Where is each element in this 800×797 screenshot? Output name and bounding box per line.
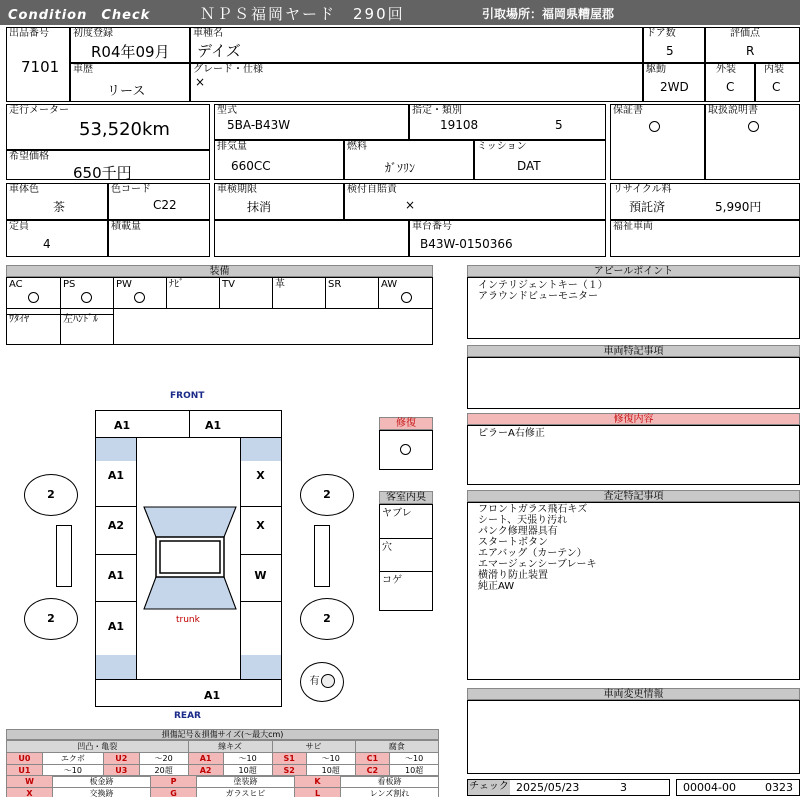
spare-tyre: 有: [300, 662, 344, 702]
footer-code: [676, 779, 800, 796]
price-cell: 希望価格 650千円: [6, 150, 210, 180]
drive: 2WD: [660, 80, 689, 94]
lot-no: 7101: [21, 58, 60, 76]
manual-cell: 取扱説明書: [705, 104, 800, 180]
drive-cell: 駆動 2WD: [643, 63, 705, 102]
inspection-note-1: フロントガラス飛石キズ: [478, 504, 588, 515]
designation-cell: 指定・類別 19108 5: [409, 104, 606, 140]
equip-label-aw: AW: [381, 279, 398, 290]
tyre-front-right: 2: [300, 474, 354, 516]
repair-details-title: 修復内容: [467, 413, 800, 425]
inspection-notes-title: 査定特記事項: [467, 490, 800, 502]
capacity-cell: 定員 4: [6, 220, 108, 257]
chassis: B43W-0150366: [420, 237, 513, 251]
equipment-title: 装備: [6, 265, 433, 277]
tyre-rear-left: 2: [24, 598, 78, 640]
repair-mark: [400, 444, 411, 455]
blank-cell: [214, 220, 409, 257]
liability-cell: 検付自賠責 ×: [344, 183, 606, 220]
recycle-status: 預託済: [629, 200, 666, 214]
check-label: チェック: [468, 780, 510, 795]
footer-check: [467, 779, 670, 796]
cabin-burn: コゲ: [382, 575, 402, 586]
recycle-amount: 5,990円: [715, 200, 762, 214]
color: 茶: [53, 200, 66, 214]
inspection-note-6: エマージェンシーブレーキ: [478, 559, 597, 570]
first-reg: R04年09月: [91, 43, 170, 61]
liability: ×: [405, 198, 416, 212]
legend-group-rust: サビ: [272, 741, 355, 753]
damage-bottom: A1: [204, 689, 221, 702]
inspection-notes-box: [467, 502, 800, 680]
legend-title: 損傷記号＆損傷サイズ(〜最大cm): [6, 729, 439, 740]
tyre-rear-right: 2: [300, 598, 354, 640]
damage-right-3: W: [254, 569, 267, 582]
cabin-hole: 穴: [382, 542, 392, 553]
mission-cell: ミッション DAT: [474, 140, 606, 180]
inspection-cell: 車検期限 抹消: [214, 183, 344, 220]
equip-label-ps: PS: [63, 279, 76, 290]
repair-details-line-1: ピラーA右修正: [478, 428, 545, 439]
cabin-title: 客室内臭: [379, 491, 433, 504]
change-info-box: [467, 700, 800, 774]
damage-top-left: A1: [114, 419, 131, 432]
legend-table: 凹凸・亀裂 線キズ サビ 腐食 U0 エクボ U2 〜20 A1 〜10 S1 〜10 C1 〜10 U1 〜10 U3 20超 A2 10超 S2 10超 C2 10超: [6, 740, 439, 777]
lot-no-cell: 出品番号 7101: [6, 27, 70, 102]
legend-table-2: W 板金跡 P 塗装跡 K 看板跡 X 交換跡 G ガラスヒビ L レンズ割れ: [6, 775, 439, 797]
doors: 5: [666, 44, 674, 58]
equip-mark-ps: [81, 292, 92, 303]
equip-label-tv: TV: [222, 279, 235, 290]
price: 650千円: [73, 164, 132, 182]
damage-left-2: A2: [107, 519, 125, 532]
inspection-note-2: シート、天張り汚れ: [478, 515, 568, 526]
displacement: 660CC: [231, 159, 271, 173]
type-cell: 型式 5BA-B43W: [214, 104, 409, 140]
color-code-cell: 色コード C22: [108, 183, 210, 220]
mission: DAT: [517, 159, 541, 173]
damage-right-2: X: [256, 519, 265, 532]
code-2: 0323: [765, 781, 793, 794]
special-notes-box: [467, 357, 800, 409]
type: 5BA-B43W: [227, 118, 291, 132]
pickup-location: 引取場所：福岡県糟屋郡: [482, 7, 615, 21]
damage-left-4: A1: [107, 620, 125, 633]
inspection-note-5: エアバッグ（カーテン）: [478, 548, 587, 559]
model-name: デイズ: [197, 42, 241, 60]
warranty-mark: [649, 121, 660, 132]
change-info-title: 車両変更情報: [467, 688, 800, 700]
exterior: C: [726, 80, 735, 94]
code-1: 00004-00: [683, 781, 736, 794]
displacement-cell: 排気量 660CC: [214, 140, 344, 180]
load-cell: 積載量: [108, 220, 210, 257]
repair-box: [379, 430, 433, 470]
color-code: C22: [153, 198, 177, 212]
welfare-cell: 福祉車両: [610, 220, 800, 257]
designation: 19108: [440, 118, 479, 132]
equip-extra-wiper: ﾜﾀｲﾔ: [9, 314, 29, 325]
equip-mark-ac: [28, 292, 39, 303]
sheet-title: Condition Check: [8, 8, 151, 23]
damage-left-3: A1: [107, 569, 125, 582]
chassis-cell: 車台番号 B43W-0150366: [409, 220, 606, 257]
equip-label-navi: ﾅﾋﾞ: [169, 279, 184, 290]
inspection-note-8: 純正AW: [478, 581, 515, 592]
exterior-cell: 外装 C: [705, 63, 755, 102]
equip-label-sr: SR: [328, 279, 342, 290]
appeal-line-2: アラウンドビューモニター: [478, 291, 598, 302]
front-label: FRONT: [170, 391, 205, 401]
warranty-cell: 保証書: [610, 104, 705, 180]
capacity: 4: [43, 237, 51, 251]
damage-top-right: A1: [205, 419, 222, 432]
inspection: 抹消: [247, 200, 272, 214]
equip-label-leather: 革: [275, 279, 285, 290]
fuel: ｶﾞｿﾘﾝ: [385, 161, 416, 175]
grade-cell: グレード・仕様 ×: [190, 63, 643, 102]
color-cell: 車体色 茶: [6, 183, 108, 220]
grade: ×: [195, 75, 206, 89]
legend-group-dent: 凹凸・亀裂: [7, 741, 189, 753]
equipment-grid: [6, 277, 433, 345]
mileage: 53,520km: [79, 119, 170, 140]
score: R: [746, 44, 755, 58]
special-notes-title: 車両特記事項: [467, 345, 800, 357]
model-cell: 車種名 デイズ: [190, 27, 643, 63]
appeal-box: [467, 277, 800, 339]
equip-label-ac: AC: [9, 279, 23, 290]
equip-mark-aw: [401, 292, 412, 303]
fuel-cell: 燃料 ｶﾞｿﾘﾝ: [344, 140, 474, 180]
repair-title: 修復: [379, 417, 433, 430]
mirror-left: [56, 525, 72, 587]
doors-cell: ドア数 5: [643, 27, 705, 63]
cabin-tear: ヤブレ: [382, 508, 412, 519]
manual-mark: [748, 121, 759, 132]
category: 5: [555, 118, 563, 132]
history: リース: [107, 84, 146, 99]
cabin-box: [379, 504, 433, 611]
mirror-right: [314, 525, 330, 587]
first-reg-cell: 初度登録 R04年09月: [70, 27, 190, 63]
damage-left-1: A1: [107, 469, 125, 482]
inspection-note-7: 横滑り防止装置: [478, 570, 548, 581]
interior: C: [772, 80, 781, 94]
mileage-cell: 走行メーター 53,520km: [6, 104, 210, 150]
car-body-diagram: [95, 410, 282, 707]
venue-title: ＮＰＳ福岡ヤード 290回: [200, 5, 405, 23]
header-bar: [0, 0, 800, 25]
legend-group-scratch: 線キズ: [188, 741, 272, 753]
equip-label-pw: PW: [116, 279, 132, 290]
recycle-cell: リサイクル料 預託済 5,990円: [610, 183, 800, 220]
inspection-note-4: スタートボタン: [478, 537, 548, 548]
interior-cell: 内装 C: [755, 63, 800, 102]
inspection-note-3: パンク修理器具有: [478, 526, 558, 537]
equip-extra-lhd: 左ﾊﾝﾄﾞﾙ: [63, 314, 98, 325]
windshield-glass: [96, 411, 281, 706]
tyre-front-left: 2: [24, 474, 78, 516]
repair-details-box: [467, 425, 800, 485]
legend-group-corrosion: 腐食: [355, 741, 438, 753]
history-cell: 車歴 リース: [70, 63, 190, 102]
equip-mark-pw: [134, 292, 145, 303]
rear-label: REAR: [174, 711, 201, 721]
check-date: 2025/05/23: [516, 781, 580, 794]
appeal-title: アピールポイント: [467, 265, 800, 277]
trunk-label: trunk: [176, 615, 200, 625]
damage-right-1: X: [256, 469, 265, 482]
appeal-line-1: インテリジェントキー（１）: [478, 280, 608, 291]
check-num: 3: [620, 781, 627, 794]
score-cell: 評価点 R: [705, 27, 800, 63]
